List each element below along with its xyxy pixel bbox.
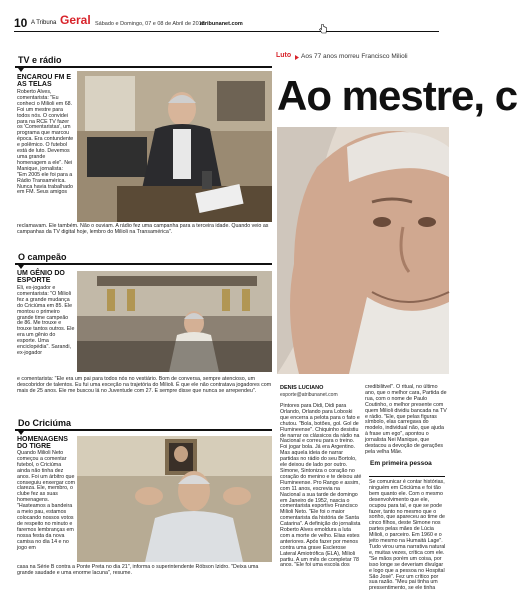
feature-subhead-rule [369,476,445,477]
tv-body-text: Roberto Alves, comentarista: "Eu conheci o Milioli em 68. Foi um mestre para todos nós. O convidei para na RCE TV fazer os 'Comentaristas', um programa que marcou época. Era contundente e polêmico. O futebol está de luto. Devemos uma grande homenagem a ele". Nei Manique, jornalista: "Em 2005 ele foi para a Rádio Transamérica. Nunca havia trabalhado em FM. Seus amigos [17,89,74,196]
campeao-section-rule [15,263,272,265]
header-rule [14,31,439,32]
feature-subhead: Aos 77 anos morreu Francisco Milioli [301,53,408,60]
campeao-body-continued: e comentarista: "Ele era um pai para todos nós no vestiário. Bom de conversa, sempre atencioso, um descobridor de talentos. Eu fui uma exceção na trajetória do Milioli. É que ele não contratava jogadores com mais de 25 anos. Ele me buscou lá no Juventude com 27. E sempre disse que nunca se arrependeu". [17,376,272,394]
criciuma-body-text: Quando Milioli Neto começou a comentar futebol, o Criciúma ainda não tinha dez anos. Foi um árbitro que conseguiu enxergar com clareza. Ele, membro, o clube fez as suas homenagens. "Hasteamos a bandeira a meio pau, estamos colocando nossos votos de respeito no minuto e faremos lembranças em nossa festa da nova camisa no dia 14 e no jogo em [17,450,76,551]
site-url: atribunanet.com [200,21,243,27]
tv-section-rule [15,66,272,68]
tv-section-title: TV e rádio [18,55,62,65]
criciuma-kicker: HOMENAGENS DO TIGRE [17,436,68,450]
criciuma-section-title: Do Criciúma [18,418,72,428]
tv-kicker: ENCAROU FM E AS TELAS [17,74,72,88]
campeao-kicker: UM GÊNIO DO ESPORTE [17,270,65,284]
criciuma-photo [77,436,272,562]
publication-name: A Tribuna [31,20,57,26]
feature-column-2: credibilitvel". O ritual, no último ano, que o melhor cara, Partida de rua, com o nome de Paulo Coutinho, o melhor presente com quem Milioli dividiu bancada na TV e rádio. "Ele, que pelas figuras símbolo, elas carregava do modelo, individual não, que ajuda à frase um ego", apontou o jornalista Nei Manique, que destacou a devoção de gerações pela velha Mãe. [365,384,447,455]
feature-subhead-2: Em primeira pessoa [370,460,432,467]
campeao-body-text: Eli, ex-jogador e comentarista: "O Milioli fez a grande mudança do Criciúma em 85. Ele montou o primeiro grande time campeão de 86. Me trouxe e trouxe tantos outros. Ele era um gênio do esporte. Uma enciclopédia". Sarandi, ex-jogador [17,285,75,356]
criciuma-body-continued: casa na Série B contra a Ponte Preta no dia 21", informa o superintendente Róbson Izidro. "Deixa uma grande saudade e uma enorme lacuna", resume. [17,564,259,576]
feature-arrow-icon [295,55,299,60]
author-name: DENIS LUCIANO [280,385,324,391]
feature-column-2b: Se comunicar é contar histórias, ninguém em Criciúma e foi tão bem quanto ele. Com o mesmo desenvolvimento que ele, ocupou para tal, e que se pode fazer, tanto no mesmo que o sonho, que apareceu ao time de cinco filhos, deste Simone nos partes pelas mães de Lúcia Milioli, o parceiro. Em 1960 e o jeito mesmo na Humaitá Lage". Tudo virou uma narrativa natural e, muitas vezes, crítica com ele. "Se mãos porém um coisa, por isso longe se deveriam divulgar e logo que a pessoa no Hospital São José". Fez um crítico por sua razão. "Meu pai tinha um pressentimento, se ele tinha [369,479,446,592]
tv-arrow-icon [18,68,24,72]
feature-portrait [277,127,449,374]
campeao-photo [77,271,272,372]
feature-kicker: Luto [276,52,292,59]
page-number: 10 [14,16,28,30]
criciuma-arrow-icon [18,431,24,435]
campeao-section-title: O campeão [18,252,67,262]
author-email: esporte@atribunanet.com [280,392,338,398]
section-title: Geral [60,13,91,27]
tv-body-continued: reclamavam. Ele também. Não o ouviam. A rádio fez uma campanha para a terceira idade. Quando veio as campanhas da TV digital hoje, lembro do Milioli na Transamérica". [17,223,269,235]
issue-date: Sábado e Domingo, 07 e 08 de Abril de 2018 [95,21,205,27]
hand-cursor-icon [319,24,327,34]
feature-headline: Ao mestre, c [277,72,517,119]
feature-column-1: Pintores para Didi, Didi para Orlando, Orlando para Loboski que encerra a pelota para o fato e chutou. "Bola, botões, gol. Gol de Flumineense". Chiquinho desistiu de narrar os clássicos da rádio na Nacional e correu para o treino. Foi jogar bola. Já era Argentino. Mas aquela ideia de narrar partidas no rádio do seu Bortolo, ele deixou de lado por outro. Simone, Sintoniza o coração no coração do menino e te deixou até Flumineense. Pro Rango e assim, com 11 anos, escrevia na Nacional a sua tarde de domingo em Janeiro de 1952, nascia o comentarista esportivo Francisco Milioli Neto. "Ele foi o maior comentarista da história de Santa Catarina". A definição do jornalista Roberto Alves emoldura a luta com a morte de velho. Elias estes anteriores. Após fazer por menos contra uma grave Esclerose Lateral Amiotrófica (ELA), Milioli partiu. A um mês de completar 78 anos. "Ele foi uma escola dos [280,403,362,569]
criciuma-section-rule [15,429,272,431]
tv-photo [77,71,272,222]
campeao-arrow-icon [18,265,24,269]
